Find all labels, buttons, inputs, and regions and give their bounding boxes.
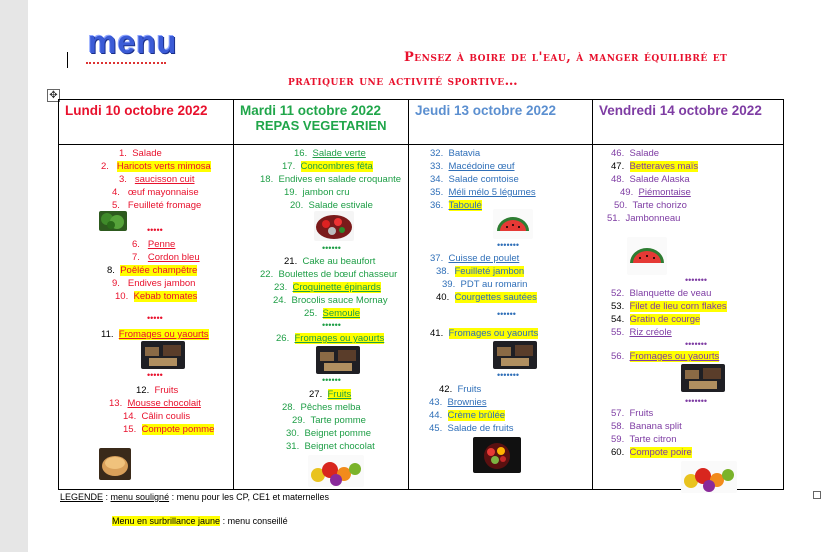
spellcheck-underline [86,58,166,64]
menu-item: 17. Concombres fêta [282,161,373,172]
header-friday: Vendredi 14 octobre 2022 [593,100,784,145]
menu-item: 13. Mousse chocolait [109,398,201,409]
menu-item: 29. Tarte pomme [292,415,366,426]
menu-table [58,99,784,490]
separator: ••••••• [685,275,708,285]
menu-item: 3. saucisson cuit [119,174,195,185]
separator: ••••••• [685,396,708,406]
menu-item: 6. Penne [132,239,176,250]
table-resize-handle[interactable] [813,491,821,499]
motto-line-1: Pensez à boire de l'eau, à manger équilibré et [404,50,728,65]
legend-line-1: LEGENDE : menu souligné : menu pour les CP, CE1 et maternelles [60,492,329,502]
menu-item: 51. Jambonneau [607,213,681,224]
pie-image [99,448,131,480]
menu-item: 30. Beignet pomme [286,428,372,439]
column-friday [593,145,784,490]
fruit-basket-image [681,461,737,493]
menu-item: 53. Filet de lieu corn flakes [611,301,727,312]
fruit-basket-image [308,455,364,487]
menu-item: 25. Semoule [304,308,360,319]
separator: •••••• [322,243,341,253]
menu-item: 16. Salade verte [294,148,366,159]
menu-item: 2. Haricots verts mimosa [101,161,211,172]
header-tuesday: Mardi 11 octobre 2022 REPAS VEGETARIEN [234,100,409,145]
menu-item: 41. Fromages ou yaourts [430,328,539,339]
salad-image [99,211,127,231]
document-page [28,0,832,552]
menu-item: 28. Pêches melba [282,402,361,413]
menu-item: 48. Salade Alaska [611,174,690,185]
menu-item: 47. Betteraves maïs [611,161,699,172]
separator: ••••• [147,313,163,323]
menu-item: 59. Tarte citron [611,434,677,445]
menu-item: 10. Kebab tomates [115,291,198,302]
menu-item: 50. Tarte chorizo [614,200,687,211]
menu-item: 38. Feuilleté jambon [436,266,525,277]
menu-item: 60. Compote poire [611,447,692,458]
menu-item: 55. Riz créole [611,327,672,338]
motto-line-2: pratiquer une activité sportive… [288,74,519,89]
separator: ••••• [147,225,163,235]
menu-item: 11. Fromages ou yaourts [101,329,209,340]
menu-item: 5. Feuilleté fromage [112,200,202,211]
separator: ••••• [147,370,163,380]
menu-item: 40. Courgettes sautées [436,292,537,303]
header-monday: Lundi 10 octobre 2022 [59,100,234,145]
cheese-yogurt-image [316,346,360,374]
cheese-yogurt-image [141,341,185,369]
menu-item: 8. Poêlée champêtre [107,265,198,276]
menu-item: 52. Blanquette de veau [611,288,712,299]
header-thursday: Jeudi 13 octobre 2022 [409,100,593,145]
menu-item: 24. Brocolis sauce Mornay [273,295,388,306]
menu-item: 19. jambon cru [284,187,350,198]
menu-item: 39. PDT au romarin [442,279,528,290]
watermelon-image [627,237,667,275]
menu-item: 4. œuf mayonnaise [112,187,199,198]
menu-item: 44. Crème brûlée [429,410,506,421]
menu-item: 9. Endives jambon [112,278,196,289]
menu-item: 31. Beignet chocolat [286,441,375,452]
menu-item: 33. Macédoine œuf [430,161,515,172]
menu-item: 12. Fruits [136,385,179,396]
salad-dish-image [314,211,354,241]
menu-item: 37. Cuisse de poulet [430,253,520,264]
separator: •••••• [497,309,516,319]
menu-item: 43. Brownies [429,397,487,408]
cheese-yogurt-image [493,341,537,369]
menu-item: 15. Compote pomme [123,424,215,435]
fruit-salad-image [473,437,521,473]
menu-item: 46. Salade [611,148,660,159]
menu-item: 27. Fruits [309,389,352,400]
watermelon-image [493,209,533,239]
menu-item: 42. Fruits [439,384,482,395]
menu-logo: menu [88,24,178,60]
table-move-handle-icon[interactable]: ✥ [47,89,60,102]
menu-item: 45. Salade de fruits [429,423,514,434]
menu-item: 23. Croquinette épinards [274,282,381,293]
menu-item: 49. Piémontaise [620,187,691,198]
menu-item: 36. Taboulé [430,200,482,211]
menu-item: 57. Fruits [611,408,654,419]
text-cursor [67,52,68,68]
column-monday [59,145,234,490]
menu-item: 35. Méli mélo 5 légumes [430,187,536,198]
separator: ••••••• [497,240,520,250]
menu-item: 58. Banana split [611,421,682,432]
separator: •••••• [322,375,341,385]
menu-item: 14. Câlin coulis [123,411,191,422]
separator: ••••••• [685,339,708,349]
menu-item: 56. Fromages ou yaourts [611,351,720,362]
legend-line-2: Menu en surbrillance jaune : menu conseillé [112,516,288,526]
separator: ••••••• [497,370,520,380]
cheese-yogurt-image [681,364,725,392]
menu-item: 20. Salade estivale [290,200,373,211]
separator: •••••• [322,320,341,330]
menu-item: 34. Salade comtoise [430,174,519,185]
column-thursday [409,145,593,490]
menu-item: 54. Gratin de courge [611,314,701,325]
menu-item: 22. Boulettes de bœuf chasseur [260,269,398,280]
menu-item: 1. Salade [119,148,162,159]
menu-item: 26. Fromages ou yaourts [276,333,385,344]
menu-item: 18. Endives en salade croquante [260,174,402,185]
menu-item: 32. Batavia [430,148,481,159]
menu-item: 7. Cordon bleu [132,252,200,263]
header-tuesday-subtitle: REPAS VEGETARIEN [255,118,387,133]
menu-item: 21. Cake au beaufort [284,256,376,267]
column-tuesday [234,145,409,490]
